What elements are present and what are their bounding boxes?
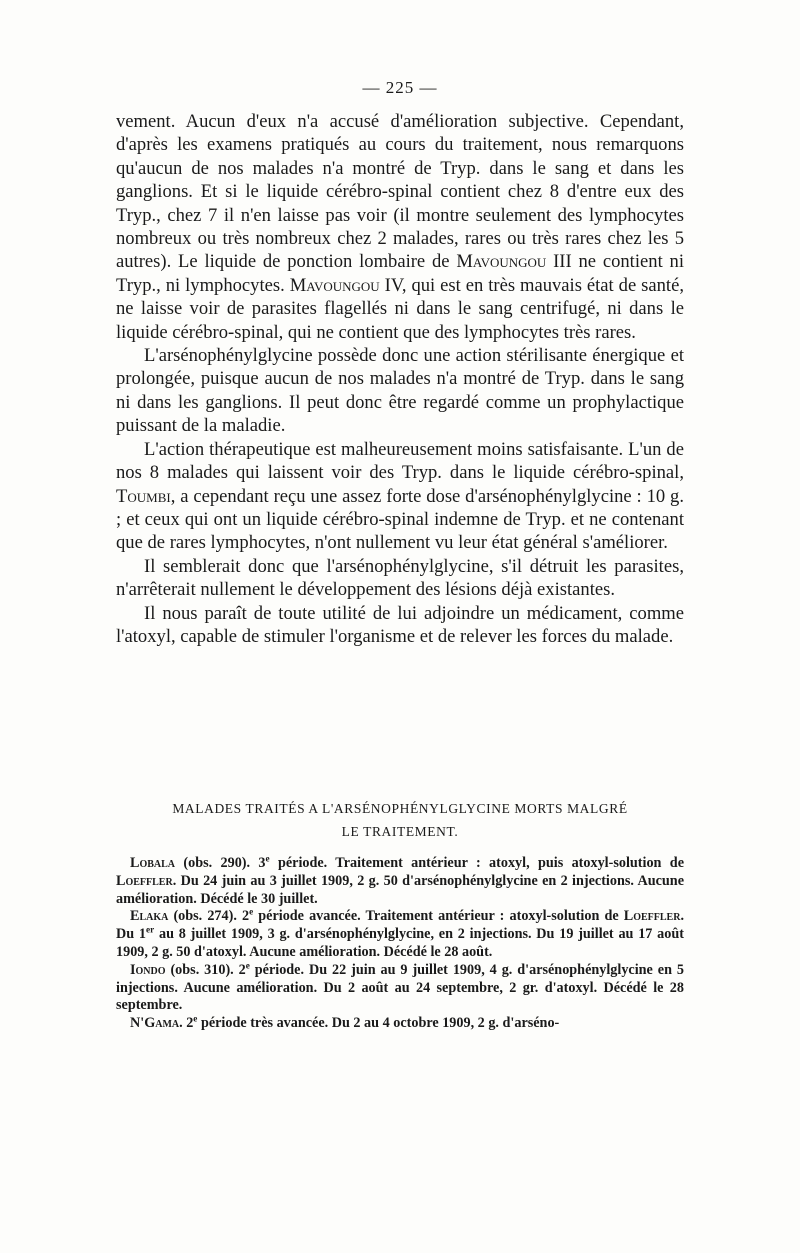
patient-name-mavoungou-iv: Mavoungou — [289, 274, 380, 296]
observation-text: (obs. 290). 3 — [175, 855, 266, 871]
observation-sup: er — [146, 924, 155, 935]
observation-lobala — [116, 855, 684, 908]
paragraph-3-text-b: , a cependant reçu une assez forte dose d'arsénophénylglycine : 10 g. ; et ceux qui ont un liquide cérébro-spinal indemne de Tryp. et ne contenant que de rares lymphocytes, n'ont nullement vu leur état général s'améliorer. — [116, 485, 684, 554]
observation-sup: e — [265, 853, 270, 864]
paragraph-3 — [116, 438, 684, 555]
observation-name: Lobala — [130, 855, 176, 871]
section-heading-line-1: MALADES TRAITÉS A L'ARSÉNOPHÉNYLGLYCINE MORTS MALGRÉ — [172, 801, 628, 816]
main-text — [116, 110, 684, 648]
observation-sup: e — [249, 906, 254, 917]
observation-text: . 2 — [179, 1015, 194, 1032]
observation-sup: e — [245, 960, 250, 971]
observation-ref: Loeffler — [623, 908, 681, 925]
paragraph-3-text-a: L'action thérapeutique est malheureusement moins satisfaisante. L'un de nos 8 malades qui laissent voir des Tryp. dans le liquide cérébro-spinal, — [116, 438, 684, 484]
observation-name: Elaka — [130, 908, 169, 925]
observations-list — [116, 855, 684, 1033]
observation-text: période. Traitement antérieur : atoxyl, puis atoxyl-solution de — [269, 855, 684, 871]
observation-name: N'Gama — [130, 1015, 180, 1032]
observation-text: (obs. 310). 2 — [165, 961, 246, 978]
page-number: — 225 — — [362, 78, 438, 97]
paragraph-1 — [116, 110, 684, 344]
paragraph-4: Il semblerait donc que l'arsénophénylglycine, s'il détruit les parasites, n'arrêterait nullement le développement des lésions déjà existantes. — [116, 555, 684, 601]
section-heading — [116, 797, 684, 843]
observation-iondo — [116, 962, 684, 1015]
observation-text: (obs. 274). 2 — [168, 908, 250, 925]
observation-text: période très avancée. Du 2 au 4 octobre 1909, 2 g. d'arséno- — [197, 1015, 560, 1032]
observation-text: . Du 24 juin au 3 juillet 1909, 2 g. 50 d'arsénophénylglycine en 2 injections. Aucune amélioration. Décédé le 30 juillet. — [116, 872, 684, 907]
observation-ngama — [116, 1015, 684, 1033]
paragraph-5: Il nous paraît de toute utilité de lui adjoindre un médicament, comme l'atoxyl, capable de stimuler l'organisme et de relever les forces du malade. — [116, 602, 684, 647]
paragraph-1-text-c: IV, qui est en très mauvais état de santé, ne laisse voir de parasites flagellés ni dans le sang centrifugé, ni dans le liquide cérébro-spinal, qui ne contient que des lymphocytes très rares. — [116, 274, 684, 343]
patient-name-mavoungou-iii: Mavoungou — [456, 251, 547, 273]
observation-sup: e — [193, 1013, 198, 1024]
observation-text: . Du 1 — [116, 908, 684, 943]
section-heading-line-2: LE TRAITEMENT. — [341, 824, 459, 839]
paragraph-2: L'arsénophénylglycine possède donc une action stérilisante énergique et prolongée, puisque aucun de nos malades n'a montré de Tryp. dans le sang ni dans les ganglions. Il peut donc être regardé comme un prophylactique puissant de la maladie. — [116, 345, 684, 437]
paragraph-1-text-b: III ne contient ni Tryp., ni lymphocytes. — [116, 251, 684, 296]
paragraph-1-text-a: vement. Aucun d'eux n'a accusé d'amélioration subjective. Cependant, d'après les examens pratiqués au cours du traitement, nous remarquons qu'aucun de nos malades n'a montré de Tryp. dans le sang et dans les ganglions. Et si le liquide cérébro-spinal contient chez 8 d'entre eux des Tryp., chez 7 il n'en laisse pas voir (il montre seulement des lymphocytes nombreux ou très nombreux chez 2 malades, rares ou très rares chez les 5 autres). Le liquide de ponction lombaire de — [116, 111, 684, 273]
observation-name: Iondo — [130, 961, 166, 978]
observation-text: période. Du 22 juin au 9 juillet 1909, 4 g. d'arsénophénylglycine en 5 injections. Aucune amélioration. Du 2 août au 24 septembre, 2 gr. d'atoxyl. Décédé le 28 septembre. — [116, 961, 684, 1014]
observation-text: au 8 juillet 1909, 3 g. d'arsénophénylglycine, en 2 injections. Du 19 juillet au 17 août 1909, 2 g. 50 d'atoxyl. Aucune amélioration. Décédé le 28 août. — [116, 926, 684, 960]
observation-text: période avancée. Traitement antérieur : atoxyl-solution de — [253, 908, 624, 925]
observation-elaka — [116, 908, 684, 961]
patient-name-toumbi: Toumbi — [116, 485, 171, 507]
observation-ref: Loeffler — [116, 872, 173, 889]
